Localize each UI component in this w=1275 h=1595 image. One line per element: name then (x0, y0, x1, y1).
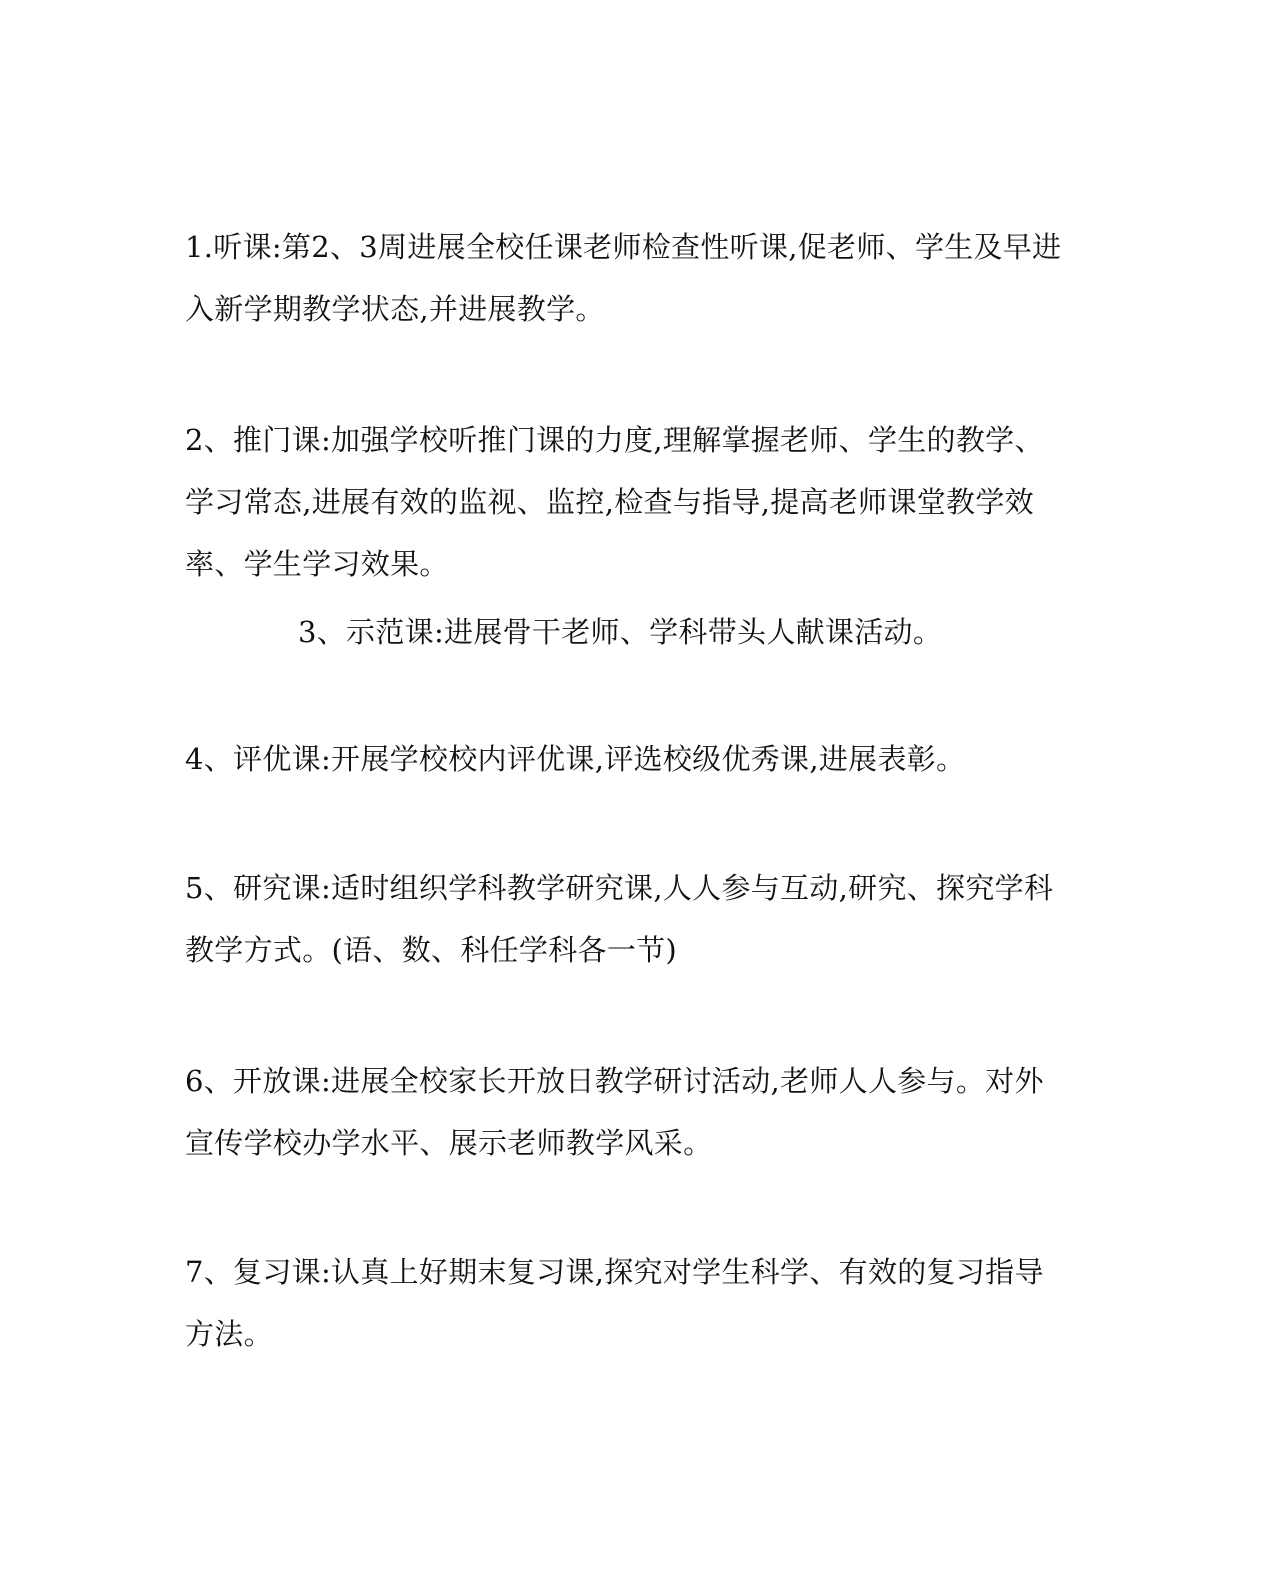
paragraph-review-class: 7、复习课:认真上好期末复习课,探究对学生科学、有效的复习指导方法。 (185, 1255, 1044, 1351)
paragraph-demonstration-class: 3、示范课:进展骨干老师、学科带头人献课活动。 (298, 615, 943, 649)
paragraph-open-class: 6、开放课:进展全校家长开放日教学研讨活动,老师人人参与。对外宣传学校办学水平、展示老师教学风采。 (185, 1064, 1044, 1160)
paragraph-drop-in-class: 2、推门课:加强学校听推门课的力度,理解掌握老师、学生的教学、学习常态,进展有效的监视、监控,检查与指导,提高老师课堂教学效率、学生学习效果。 (185, 423, 1044, 581)
paragraph-research-class: 5、研究课:适时组织学科教学研究课,人人参与互动,研究、探究学科教学方式。(语、数、科任学科各一节) (185, 871, 1054, 967)
paragraph-evaluation-class: 4、评优课:开展学校校内评优课,评选校级优秀课,进展表彰。 (185, 742, 966, 776)
paragraph-listening-class: 1.听课:第2、3周进展全校任课老师检查性听课,促老师、学生及早进入新学期教学状态,并进展教学。 (185, 230, 1062, 326)
